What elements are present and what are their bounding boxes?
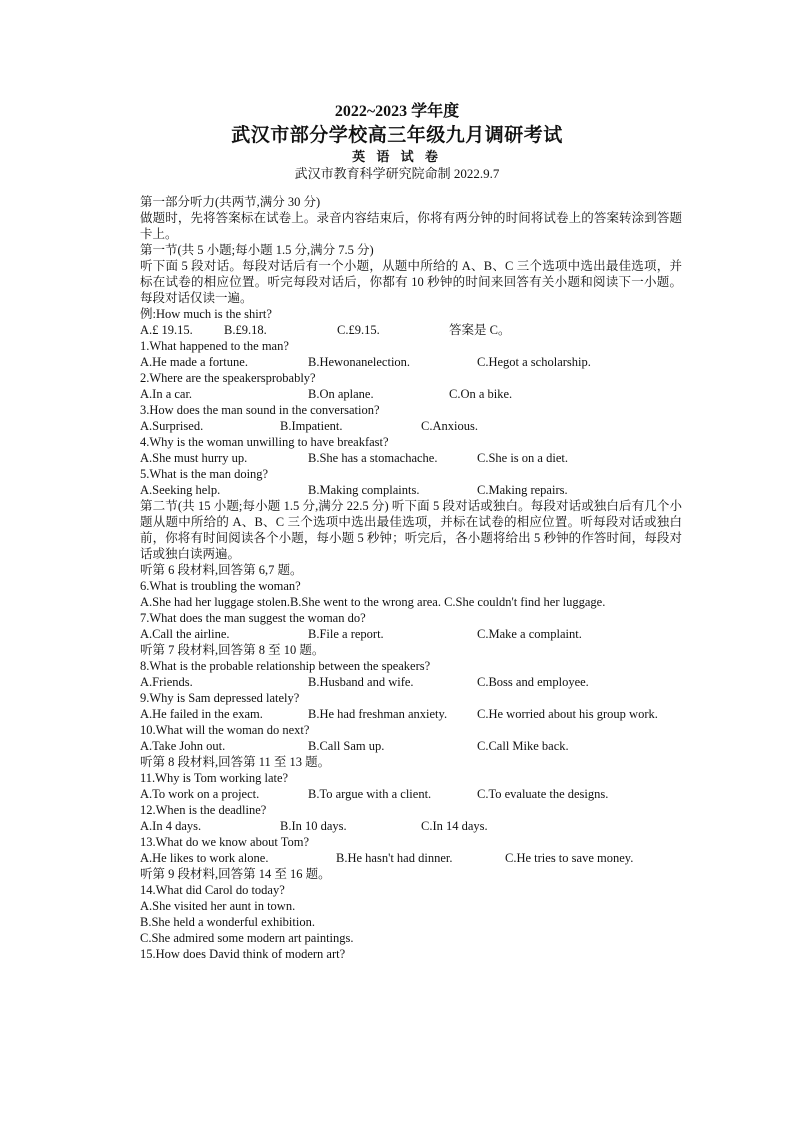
option-b: B.To argue with a client. — [308, 787, 432, 801]
option-c: C.£9.15. — [337, 323, 380, 337]
material-6-heading: 听第 6 段材料,回答第 6,7 题。 — [140, 563, 303, 577]
option-c: C.On a bike. — [449, 387, 513, 401]
question-15: 15.How does David think of modern art? — [140, 947, 346, 961]
option-14-c: C.She admired some modern art paintings. — [140, 931, 354, 945]
options-6: A.She had her luggage stolen.B.She went to the wrong area. C.She couldn't find her luggage. — [140, 595, 606, 609]
option-b: B.£9.18. — [224, 323, 267, 337]
option-c: C.He tries to save money. — [505, 851, 634, 865]
option-c: C.Make a complaint. — [477, 627, 582, 641]
option-14-b: B.She held a wonderful exhibition. — [140, 915, 315, 929]
options-4 — [112, 450, 682, 466]
option-b: B.Impatient. — [280, 419, 343, 433]
option-a: A.Call the airline. — [140, 627, 230, 641]
material-7-heading: 听第 7 段材料,回答第 8 至 10 题。 — [140, 643, 325, 657]
question-2: 2.Where are the speakersprobably? — [140, 371, 316, 385]
option-a: A.£ 19.15. — [140, 323, 193, 337]
example-options — [112, 322, 682, 338]
option-a: A.Friends. — [140, 675, 193, 689]
question-7: 7.What does the man suggest the woman do? — [140, 611, 366, 625]
section1-instruction: 听下面 5 段对话。每段对话后有一个小题，从题中所给的 A、B、C 三个选项中选出最佳选项，并标在试卷的相应位置。听完每段对话后，你都有 10 秒钟的时间来回答有关小题和阅读下一小题。每段对话仅读一遍。 — [140, 259, 682, 305]
options-11 — [112, 786, 682, 802]
question-9: 9.Why is Sam depressed lately? — [140, 691, 300, 705]
example-question: 例:How much is the shirt? — [140, 307, 272, 321]
option-a: A.He failed in the exam. — [140, 707, 263, 721]
part1-instruction: 做题时，先将答案标在试卷上。录音内容结束后，你将有两分钟的时间将试卷上的答案转涂到答题卡上。 — [140, 211, 682, 241]
exam-subject: 英 语 试 卷 — [352, 149, 442, 164]
exam-title: 武汉市部分学校高三年级九月调研考试 — [231, 125, 563, 146]
section1-heading: 第一节(共 5 小题;每小题 1.5 分,满分 7.5 分) — [140, 243, 374, 257]
option-a: A.Surprised. — [140, 419, 204, 433]
option-a: A.Seeking help. — [140, 483, 221, 497]
options-13 — [112, 850, 682, 866]
example-answer: 答案是 C。 — [449, 323, 511, 337]
option-c: C.She is on a diet. — [477, 451, 568, 465]
question-3: 3.How does the man sound in the conversation? — [140, 403, 380, 417]
option-a: A.In 4 days. — [140, 819, 202, 833]
options-2 — [112, 386, 682, 402]
options-5 — [112, 482, 682, 498]
option-a: A.She must hurry up. — [140, 451, 248, 465]
option-b: B.Husband and wife. — [308, 675, 414, 689]
exam-issuer: 武汉市教育科学研究院命制 2022.9.7 — [294, 166, 500, 181]
option-a: A.In a car. — [140, 387, 193, 401]
question-4: 4.Why is the woman unwilling to have breakfast? — [140, 435, 389, 449]
option-c: C.Hegot a scholarship. — [477, 355, 591, 369]
option-b: B.In 10 days. — [280, 819, 347, 833]
option-b: B.He hasn't had dinner. — [336, 851, 453, 865]
option-c: C.In 14 days. — [421, 819, 488, 833]
option-14-a: A.She visited her aunt in town. — [140, 899, 296, 913]
option-a: A.To work on a project. — [140, 787, 260, 801]
option-b: B.File a report. — [308, 627, 384, 641]
options-7 — [112, 626, 682, 642]
option-b: B.Hewonanelection. — [308, 355, 411, 369]
option-c: C.Making repairs. — [477, 483, 568, 497]
exam-year: 2022~2023 学年度 — [334, 103, 460, 120]
option-a: A.He likes to work alone. — [140, 851, 269, 865]
question-5: 5.What is the man doing? — [140, 467, 269, 481]
option-a: A.He made a fortune. — [140, 355, 248, 369]
option-c: C.Anxious. — [421, 419, 478, 433]
options-3 — [112, 418, 682, 434]
option-c: C.He worried about his group work. — [477, 707, 658, 721]
option-c: C.Boss and employee. — [477, 675, 589, 689]
option-b: B.He had freshman anxiety. — [308, 707, 448, 721]
material-9-heading: 听第 9 段材料,回答第 14 至 16 题。 — [140, 867, 331, 881]
options-12 — [112, 818, 682, 834]
question-10: 10.What will the woman do next? — [140, 723, 310, 737]
part1-heading: 第一部分听力(共两节,满分 30 分) — [140, 195, 321, 209]
section2-instruction: 第二节(共 15 小题;每小题 1.5 分,满分 22.5 分) 听下面 5 段对话或独白。每段对话或独白后有几个小题从题中所给的 A、B、C 三个选项中选出最佳选项，并标在试卷的相应位置。听每段对话或独白前，你将有时间阅读各个小题，每小题 5 秒钟；听完后，各小题将给出 5 秒钟的作答时间，每段对话或独白读两遍。 — [140, 499, 682, 561]
option-a: A.Take John out. — [140, 739, 226, 753]
question-12: 12.When is the deadline? — [140, 803, 267, 817]
question-1: 1.What happened to the man? — [140, 339, 289, 353]
option-b: B.Call Sam up. — [308, 739, 385, 753]
question-8: 8.What is the probable relationship between the speakers? — [140, 659, 431, 673]
question-11: 11.Why is Tom working late? — [140, 771, 289, 785]
option-c: C.Call Mike back. — [477, 739, 569, 753]
question-6: 6.What is troubling the woman? — [140, 579, 301, 593]
question-14: 14.What did Carol do today? — [140, 883, 285, 897]
options-8 — [112, 674, 682, 690]
options-1 — [112, 354, 682, 370]
material-8-heading: 听第 8 段材料,回答第 11 至 13 题。 — [140, 755, 331, 769]
question-13: 13.What do we know about Tom? — [140, 835, 310, 849]
options-10 — [112, 738, 682, 754]
options-9 — [112, 706, 682, 722]
option-b: B.She has a stomachache. — [308, 451, 438, 465]
option-c: C.To evaluate the designs. — [477, 787, 609, 801]
option-b: B.Making complaints. — [308, 483, 420, 497]
exam-body — [112, 194, 682, 962]
option-b: B.On aplane. — [308, 387, 374, 401]
